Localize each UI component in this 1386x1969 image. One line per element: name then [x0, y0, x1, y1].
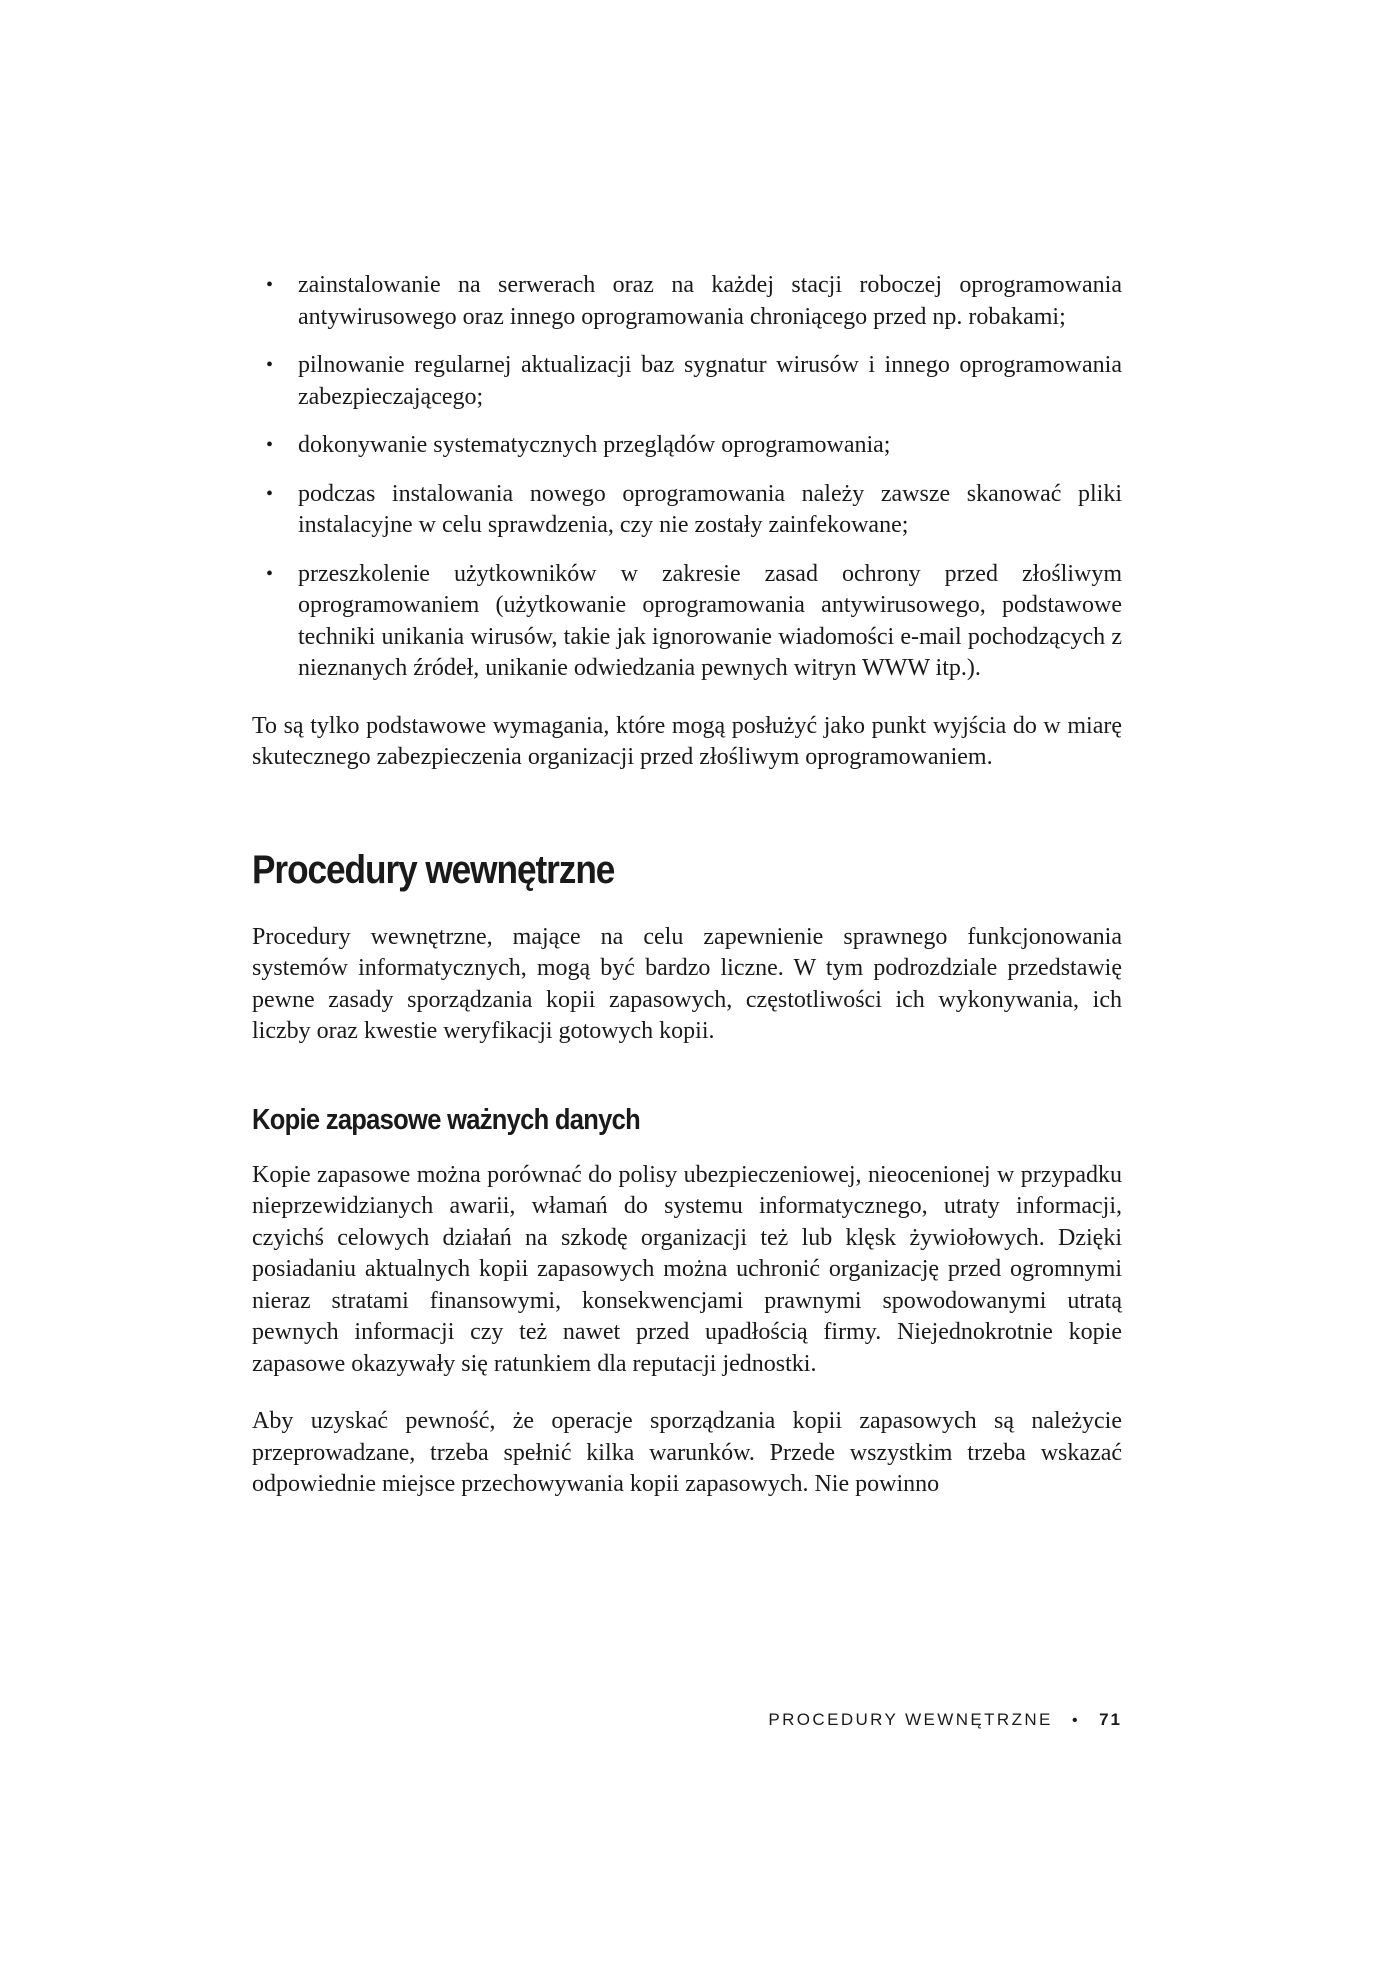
section-paragraph: Procedury wewnętrzne, mające na celu zapewnienie sprawnego funkcjonowania systemów informatycznych, mogą być bardzo liczne. W tym podrozdziale przedstawię pewne zasady sporządzania kopii zapasowych, częstotliwości ich wykonywania, ich liczby oraz kwestie weryfikacji gotowych kopii.: [252, 923, 1122, 1044]
bullet-text: podczas instalowania nowego oprogramowania należy zawsze skanować pliki instalacyjne w celu sprawdzenia, czy nie zostały zainfekowane;: [298, 480, 1122, 538]
list-item: [252, 430, 1122, 462]
bullet-icon: •: [266, 482, 274, 505]
bullet-icon: •: [266, 434, 274, 456]
subsection-paragraph-1: Kopie zapasowe można porównać do polisy ubezpieczeniowej, nieocenionej w przypadku nieprzewidzianych awarii, włamań do systemu informatycznego, utraty informacji, czyichś celowych działań na szkodę organizacji też lub klęsk żywiołowych. Dzięki posiadaniu aktualnych kopii zapasowych można uchronić organizację przed ogromnymi nieraz stratami finansowymi, konsekwencjami prawnymi spowodowanymi utratą pewnych informacji czy też nawet przed upadłością firmy. Niejednokrotnie kopie zapasowe okazywały się ratunkiem dla reputacji jednostki.: [252, 1161, 1122, 1377]
bullet-text: dokonywanie systematycznych przeglądów oprogramowania;: [298, 432, 891, 458]
subsection-heading: Kopie zapasowe ważnych danych: [252, 1103, 641, 1136]
list-item: [252, 270, 1122, 333]
subsection-paragraph-2: Aby uzyskać pewność, że operacje sporządzania kopii zapasowych są należycie przeprowadzane, trzeba spełnić kilka warunków. Przede wszystkim trzeba wskazać odpowiednie miejsce przechowywania kopii zapasowych. Nie powinno: [252, 1408, 1122, 1497]
bullet-text: zainstalowanie na serwerach oraz na każdej stacji roboczej oprogramowania antywirusowego oraz innego oprogramowania chroniącego przed np. robakami;: [298, 272, 1122, 330]
bullet-icon: •: [266, 354, 274, 376]
page-content: [252, 270, 1122, 1501]
bullet-icon: •: [266, 562, 274, 585]
bullet-text: przeszkolenie użytkowników w zakresie zasad ochrony przed złośliwym oprogramowaniem (użytkowanie oprogramowania antywirusowego, podstawowe techniki unikania wirusów, takie jak ignorowanie wiadomości e-mail pochodzących z nieznanych źródeł, unikanie odwiedzania pewnych witryn WWW itp.).: [298, 560, 1122, 681]
bullet-icon: •: [266, 274, 274, 296]
bullet-text: pilnowanie regularnej aktualizacji baz sygnatur wirusów i innego oprogramowania zabezpieczającego;: [298, 352, 1122, 410]
running-head: PROCEDURY WEWNĘTRZNE: [768, 1710, 1053, 1729]
intro-paragraph: To są tylko podstawowe wymagania, które mogą posłużyć jako punkt wyjścia do w miarę skutecznego zabezpieczenia organizacji przed złośliwym oprogramowaniem.: [252, 712, 1122, 770]
section-heading: Procedury wewnętrzne: [252, 847, 615, 892]
bullet-list: [252, 270, 1122, 685]
list-item: [252, 559, 1122, 685]
page-footer: [768, 1710, 1122, 1730]
list-item: [252, 479, 1122, 542]
page-number: 71: [1099, 1710, 1122, 1729]
list-item: [252, 350, 1122, 413]
footer-separator-icon: •: [1071, 1712, 1080, 1729]
